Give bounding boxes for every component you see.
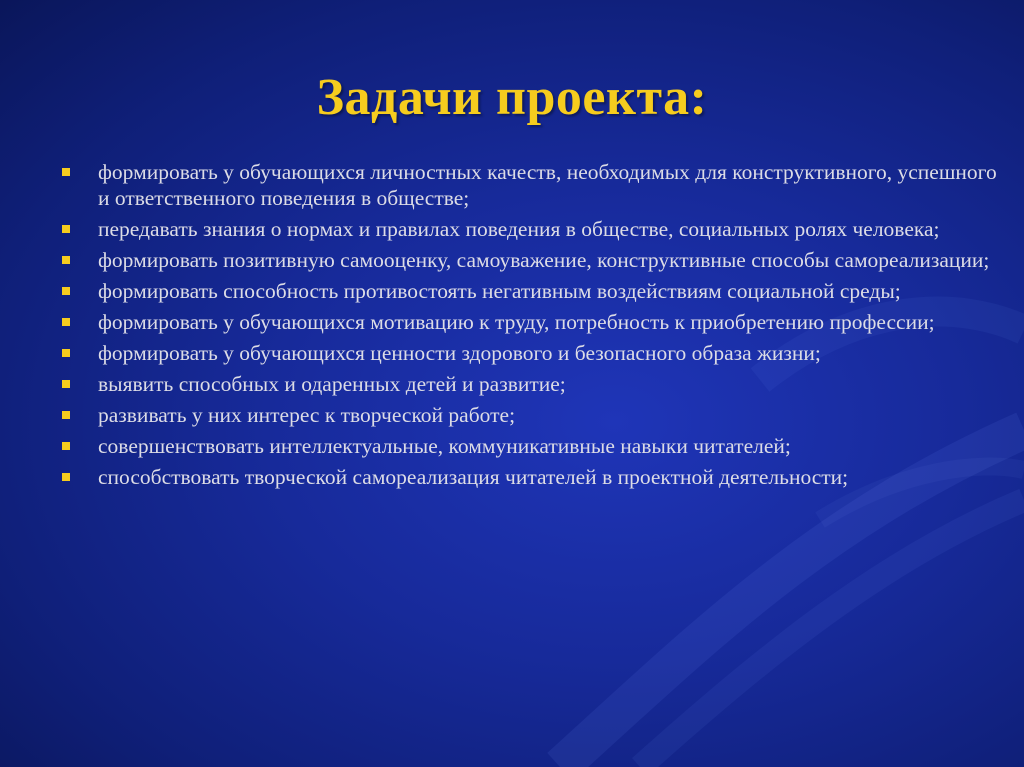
- list-item-text: формировать позитивную самооценку, самоуважение, конструктивные способы самореализации;: [98, 248, 990, 272]
- list-item: [62, 402, 1002, 428]
- square-bullet-icon: [62, 168, 70, 176]
- square-bullet-icon: [62, 473, 70, 481]
- list-item: [62, 278, 1002, 304]
- list-item-text: формировать у обучающихся ценности здорового и безопасного образа жизни;: [98, 341, 821, 365]
- list-item-text: способствовать творческой самореализация читателей в проектной деятельности;: [98, 465, 849, 489]
- square-bullet-icon: [62, 225, 70, 233]
- square-bullet-icon: [62, 411, 70, 419]
- slide-title: Задачи проекта:: [316, 69, 708, 126]
- square-bullet-icon: [62, 349, 70, 357]
- list-item: [62, 247, 1002, 273]
- square-bullet-icon: [62, 318, 70, 326]
- square-bullet-icon: [62, 380, 70, 388]
- list-item-text: формировать у обучающихся мотивацию к труду, потребность к приобретению профессии;: [98, 310, 935, 334]
- list-item-text: развивать у них интерес к творческой работе;: [98, 403, 516, 427]
- list-item-text: передавать знания о нормах и правилах поведения в обществе, социальных ролях человека;: [98, 217, 940, 241]
- list-item: [62, 159, 1002, 211]
- square-bullet-icon: [62, 287, 70, 295]
- list-item-text: формировать способность противостоять негативным воздействиям социальной среды;: [98, 279, 901, 303]
- list-item: [62, 433, 1002, 459]
- square-bullet-icon: [62, 442, 70, 450]
- square-bullet-icon: [62, 256, 70, 264]
- list-item-text: выявить способных и одаренных детей и развитие;: [98, 372, 566, 396]
- list-item: [62, 309, 1002, 335]
- list-item: [62, 464, 1002, 490]
- bullet-list: [62, 159, 1002, 495]
- list-item: [62, 371, 1002, 397]
- list-item-text: формировать у обучающихся личностных качеств, необходимых для конструктивного, успешного и ответственного поведения в обществе;: [98, 160, 997, 210]
- list-item-text: совершенствовать интеллектуальные, коммуникативные навыки читателей;: [98, 434, 791, 458]
- list-item: [62, 340, 1002, 366]
- list-item: [62, 216, 1002, 242]
